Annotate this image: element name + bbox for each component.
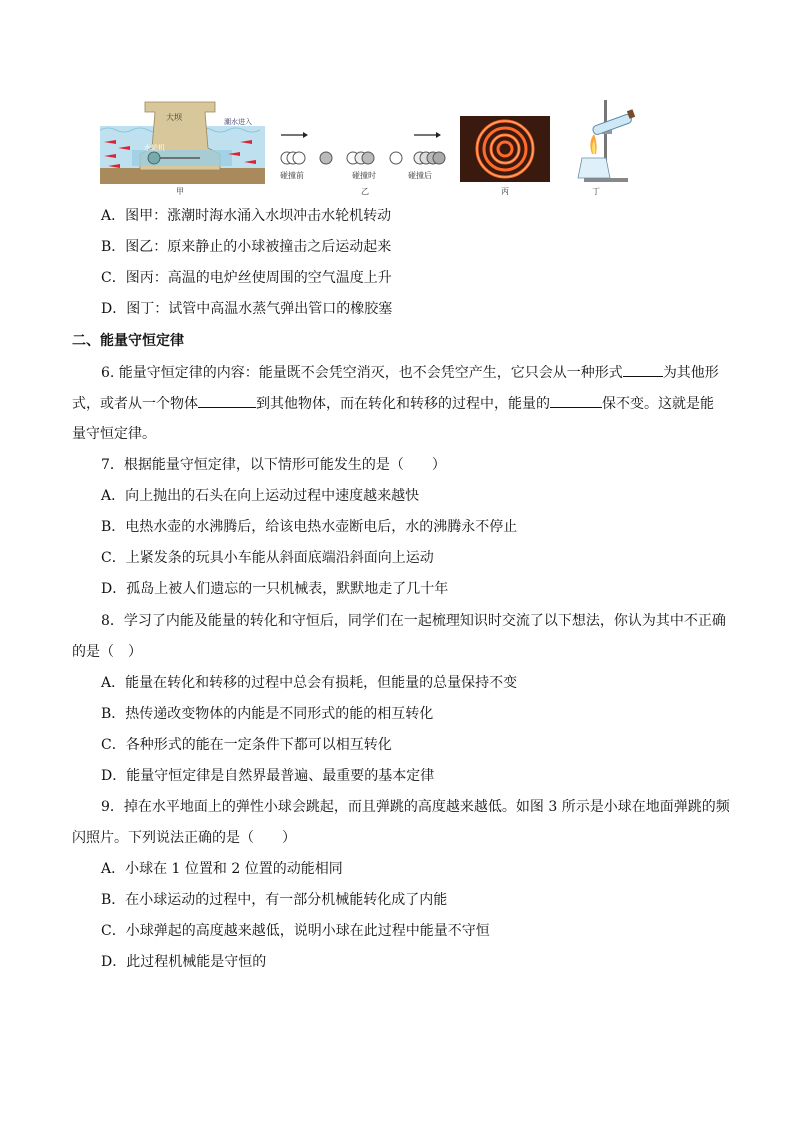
- q5-option-a: A．图甲：涨潮时海水涌入水坝冲击水轮机转动: [101, 208, 392, 224]
- q7-option-c: C．上紧发条的玩具小车能从斜面底端沿斜面向上运动: [101, 550, 434, 566]
- label-before: 碰撞前: [280, 171, 304, 180]
- dam-label: 大坝: [166, 113, 182, 122]
- q7-option-b: B．电热水壶的水沸腾后，给该电热水壶断电后，水的沸腾永不停止: [101, 519, 518, 535]
- q9-option-a: A．小球在 1 位置和 2 位置的动能相同: [101, 861, 343, 877]
- q8-option-b: B．热传递改变物体的内能是不同形式的能的相互转化: [101, 706, 434, 722]
- q6-blank-3[interactable]: [550, 393, 602, 408]
- q8-stem-2: 的是（ ）: [72, 644, 142, 660]
- q6-blank-1[interactable]: [623, 362, 663, 377]
- q7-option-d: D．孤岛上被人们遗忘的一只机械表，默默地走了几十年: [101, 581, 449, 597]
- label-during: 碰撞时: [352, 171, 376, 180]
- q6-text-1a: 6. 能量守恒定律的内容：能量既不会凭空消灭，也不会凭空产生，它只会从一种形式: [101, 365, 623, 381]
- label-after: 碰撞后: [408, 171, 432, 180]
- q8-stem-1: 8．学习了内能及能量的转化和守恒后，同学们在一起梳理知识时交流了以下想法，你认为其中不正确: [101, 613, 726, 629]
- q6-blank-2[interactable]: [198, 393, 256, 408]
- q9-stem-2: 闪照片。下列说法正确的是（ ）: [72, 830, 296, 846]
- q9-option-c: C．小球弹起的高度越来越低，说明小球在此过程中能量不守恒: [101, 923, 490, 939]
- q5-option-c: C．图丙：高温的电炉丝使周围的空气温度上升: [101, 270, 392, 286]
- test-tube-figure: [562, 98, 642, 184]
- caption-bing: 丙: [501, 187, 509, 196]
- figure-row: [100, 98, 660, 198]
- caption-jia: 甲: [176, 187, 184, 196]
- q9-option-b: B．在小球运动的过程中，有一部分机械能转化成了内能: [101, 892, 448, 908]
- q9-stem-1: 9．掉在水平地面上的弹性小球会跳起，而且弹跳的高度越来越低。如图 3 所示是小球在地面弹跳的频: [101, 799, 730, 815]
- stove-coil-figure: [460, 116, 550, 182]
- q6-text-2c: 保不变。这就是能: [602, 396, 714, 412]
- dam-figure: [100, 98, 265, 184]
- q9-option-d: D．此过程机械能是守恒的: [101, 954, 267, 970]
- q7-option-a: A．向上抛出的石头在向上运动过程中速度越来越快: [101, 488, 420, 504]
- q5-option-b: B．图乙：原来静止的小球被撞击之后运动起来: [101, 239, 392, 255]
- sea-label: 潮水进入: [224, 118, 252, 126]
- q8-option-c: C．各种形式的能在一定条件下都可以相互转化: [101, 737, 392, 753]
- section-heading: 二、能量守恒定律: [72, 333, 184, 349]
- q8-option-a: A．能量在转化和转移的过程中总会有损耗，但能量的总量保持不变: [101, 675, 518, 691]
- q6-text-1b: 为其他形: [662, 365, 719, 381]
- turbine-label: 水轮机: [144, 144, 165, 152]
- q8-option-d: D．能量守恒定律是自然界最普遍、最重要的基本定律: [101, 768, 435, 784]
- q6-text-2b: 到其他物体，而在转化和转移的过程中，能量的: [256, 396, 550, 412]
- q6-text-2a: 式，或者从一个物体: [72, 396, 198, 412]
- q6-line-3: 量守恒定律。: [72, 426, 156, 442]
- q7-stem: 7．根据能量守恒定律，以下情形可能发生的是（ ）: [101, 457, 446, 473]
- q6-line-2: [72, 393, 714, 414]
- q5-option-d: D．图丁：试管中高温水蒸气弹出管口的橡胶塞: [101, 301, 393, 317]
- caption-yi: 乙: [361, 187, 369, 196]
- q6-line-1: [101, 362, 719, 383]
- caption-ding: 丁: [592, 187, 600, 196]
